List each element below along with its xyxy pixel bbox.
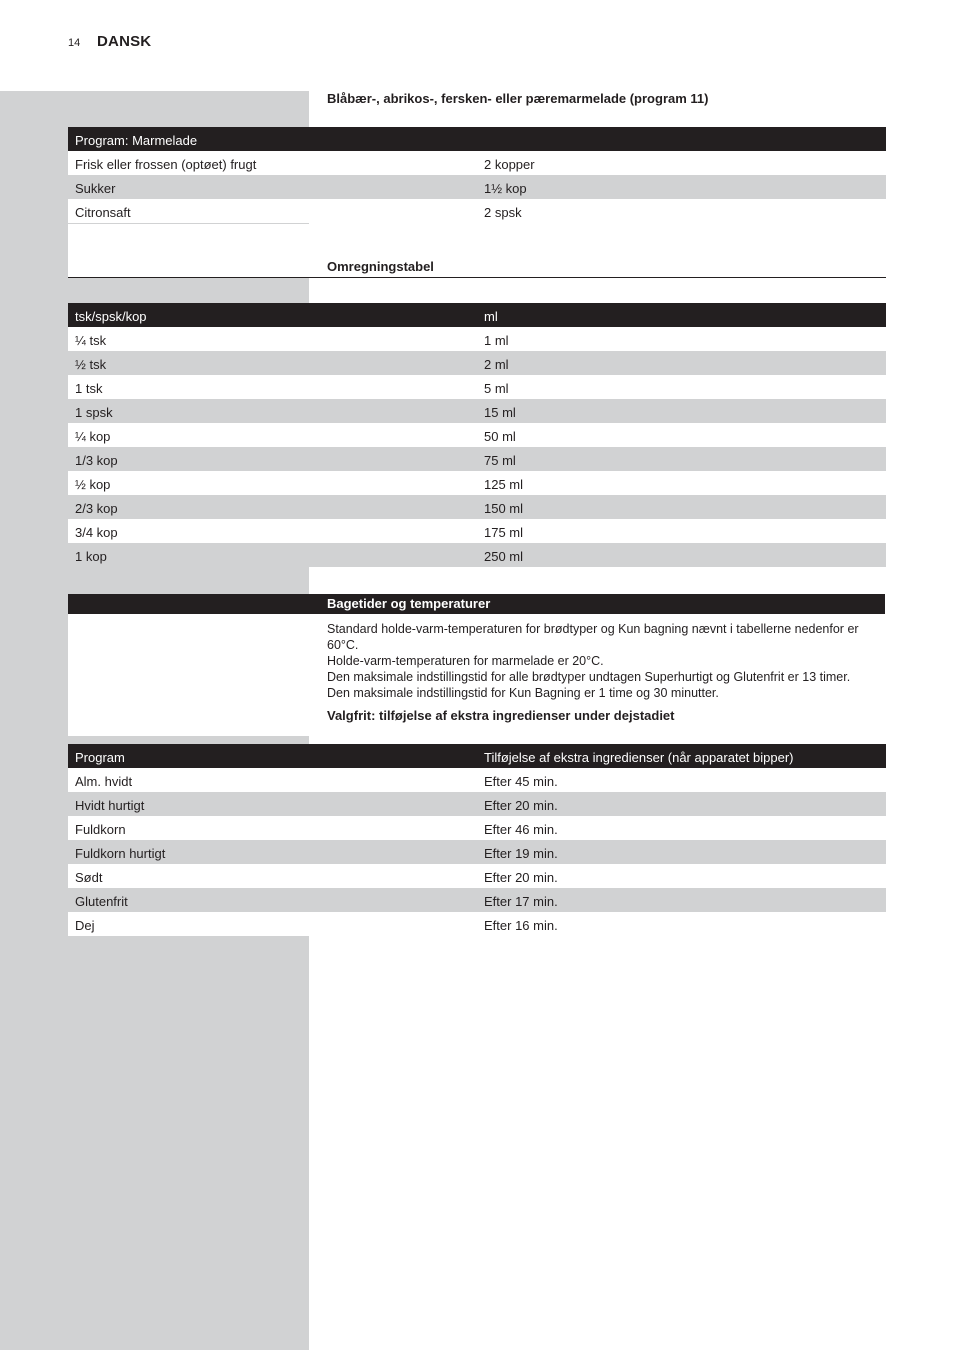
table-row bbox=[68, 792, 886, 816]
table-cell: Sødt bbox=[75, 870, 103, 885]
table-header-cell: Tilføjelse af ekstra ingredienser (når apparatet bipper) bbox=[484, 750, 794, 765]
table-cell: 1 tsk bbox=[75, 381, 103, 396]
paragraph: Den maksimale indstillingstid for alle brødtyper undtagen Superhurtigt og Glutenfrit er 13 timer. bbox=[327, 670, 851, 684]
table-cell: 2 ml bbox=[484, 357, 509, 372]
table-header-cell: ml bbox=[484, 309, 498, 324]
table-cell: Efter 16 min. bbox=[484, 918, 558, 933]
table-cell: Glutenfrit bbox=[75, 894, 128, 909]
table-cell: 1 spsk bbox=[75, 405, 113, 420]
section-bar-bagetider bbox=[68, 594, 885, 614]
table-cell: Frisk eller frossen (optøet) frugt bbox=[75, 157, 257, 172]
table-row bbox=[68, 840, 886, 864]
table-cell: Efter 20 min. bbox=[484, 798, 558, 813]
table-row bbox=[68, 888, 886, 912]
table-cell: Efter 19 min. bbox=[484, 846, 558, 861]
table-row bbox=[68, 864, 886, 888]
table-cell: 15 ml bbox=[484, 405, 516, 420]
table-row bbox=[68, 351, 886, 375]
table-row bbox=[68, 375, 886, 399]
table-header-cell: tsk/spsk/kop bbox=[75, 309, 147, 324]
table-cell: Fuldkorn bbox=[75, 822, 126, 837]
paragraph: Standard holde-varm-temperaturen for brødtyper og Kun bagning nævnt i tabellerne nedenfor er 60°C. bbox=[327, 622, 859, 652]
table-cell: 150 ml bbox=[484, 501, 524, 516]
table-cell: Efter 46 min. bbox=[484, 822, 558, 837]
section-title-bagetider: Bagetider og temperaturer bbox=[327, 596, 491, 611]
table-row bbox=[68, 471, 886, 495]
table-header-row bbox=[68, 127, 886, 151]
table-cell: 2 spsk bbox=[484, 205, 522, 220]
table-cell: ½ tsk bbox=[75, 357, 107, 372]
table-cell: 125 ml bbox=[484, 477, 524, 492]
table-row bbox=[68, 399, 886, 423]
table-cell: ¼ kop bbox=[75, 429, 111, 444]
spacer-box bbox=[68, 224, 309, 244]
table-row bbox=[68, 816, 886, 840]
spacer-box bbox=[68, 614, 309, 736]
table-header-cell: Program: Marmelade bbox=[75, 133, 198, 148]
table-row bbox=[68, 151, 886, 175]
table-cell: 1 ml bbox=[484, 333, 509, 348]
paragraph: Holde-varm-temperaturen for marmelade er 20°C. bbox=[327, 654, 604, 668]
subtitle-valgfrit: Valgfrit: tilføjelse af ekstra ingredienser under dejstadiet bbox=[327, 708, 675, 723]
table-cell: 175 ml bbox=[484, 525, 524, 540]
table-cell: ½ kop bbox=[75, 477, 111, 492]
page-language: DANSK bbox=[97, 33, 152, 50]
table-cell: Fuldkorn hurtigt bbox=[75, 846, 166, 861]
table-cell: 5 ml bbox=[484, 381, 509, 396]
table-cell: Efter 17 min. bbox=[484, 894, 558, 909]
table-row bbox=[68, 912, 886, 936]
table-row bbox=[68, 768, 886, 792]
table-row bbox=[68, 543, 886, 567]
table-row bbox=[68, 175, 886, 199]
table-cell: 2 kopper bbox=[484, 157, 535, 172]
table-cell: 1/3 kop bbox=[75, 453, 118, 468]
table-header-cell: Program bbox=[75, 750, 125, 765]
table-cell: 50 ml bbox=[484, 429, 516, 444]
table-header-row bbox=[68, 303, 886, 327]
table-cell: 3/4 kop bbox=[75, 525, 118, 540]
table-cell: Hvidt hurtigt bbox=[75, 798, 145, 813]
bagetider-text bbox=[327, 621, 877, 701]
section-divider bbox=[68, 277, 886, 278]
table-row bbox=[68, 199, 886, 223]
table-cell: Sukker bbox=[75, 181, 116, 196]
table-cell: Citronsaft bbox=[75, 205, 131, 220]
table-row bbox=[68, 423, 886, 447]
table-cell: 1 kop bbox=[75, 549, 107, 564]
table-row bbox=[68, 495, 886, 519]
conversion-table bbox=[68, 303, 886, 567]
table-row bbox=[68, 519, 886, 543]
marmelade-table bbox=[68, 127, 886, 223]
table-cell: 1½ kop bbox=[484, 181, 527, 196]
table-cell: Dej bbox=[75, 918, 95, 933]
page-number: 14 bbox=[68, 37, 81, 49]
table-cell: 75 ml bbox=[484, 453, 516, 468]
ingredients-table bbox=[68, 744, 886, 936]
table-cell: Efter 45 min. bbox=[484, 774, 558, 789]
table-cell: ¼ tsk bbox=[75, 333, 107, 348]
table-row bbox=[68, 327, 886, 351]
table-cell: 2/3 kop bbox=[75, 501, 118, 516]
section-title-omregning: Omregningstabel bbox=[327, 259, 434, 274]
table-row bbox=[68, 447, 886, 471]
table-cell: 250 ml bbox=[484, 549, 524, 564]
section-title-marmelade: Blåbær-, abrikos-, fersken- eller pæremarmelade (program 11) bbox=[327, 91, 709, 106]
paragraph: Den maksimale indstillingstid for Kun Bagning er 1 time og 30 minutter. bbox=[327, 686, 719, 700]
table-cell: Alm. hvidt bbox=[75, 774, 133, 789]
table-cell: Efter 20 min. bbox=[484, 870, 558, 885]
spacer-box bbox=[68, 244, 309, 277]
table-header-row bbox=[68, 744, 886, 768]
